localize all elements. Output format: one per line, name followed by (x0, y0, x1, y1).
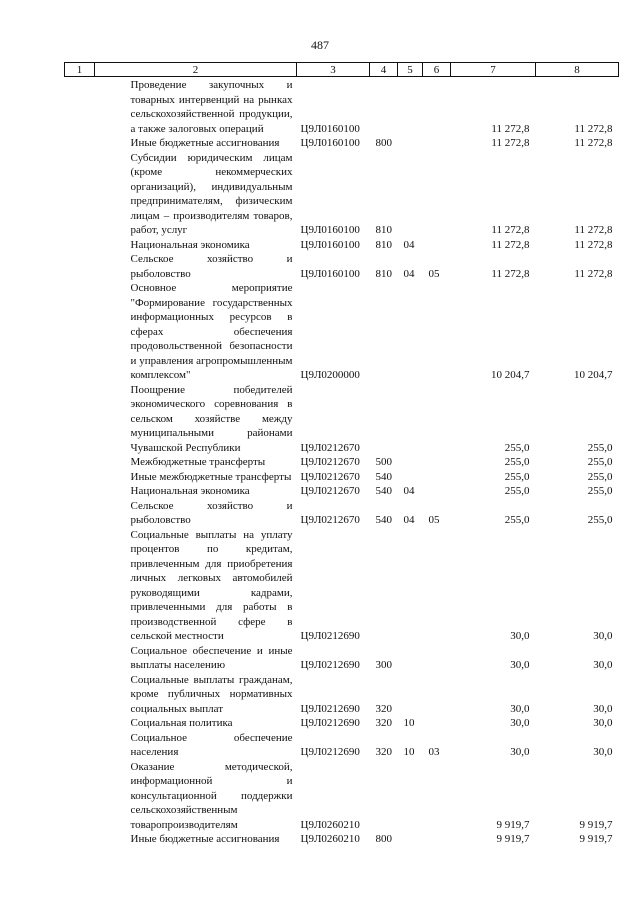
table-row (65, 499, 619, 528)
row-code: Ц9Л0212690 (300, 659, 360, 671)
row-name: Межбюджетные трансферты (130, 456, 266, 468)
row-name: Иные бюджетные ассигнования (130, 833, 280, 845)
table-row (65, 136, 619, 151)
row-amount-2: 255,0 (587, 514, 613, 526)
row-amount-1: 30,0 (510, 630, 530, 642)
table-row (65, 716, 619, 731)
page-number: 487 (311, 38, 329, 52)
row-name: Сельское хозяйство и рыболовство (130, 499, 293, 526)
table-row (65, 238, 619, 253)
row-amount-2: 255,0 (587, 441, 613, 454)
row-amount-2: 11 272,8 (574, 224, 613, 236)
row-blank-cell (65, 484, 95, 499)
row-amount-1: 255,0 (504, 470, 530, 483)
row-section (398, 383, 423, 456)
row-blank-cell (65, 832, 95, 847)
row-subsection (423, 455, 451, 470)
header-col-4: 4 (370, 63, 398, 77)
row-subsection (423, 77, 451, 137)
table-row (65, 760, 619, 833)
row-amount-1: 11 272,8 (491, 137, 530, 149)
row-section (398, 528, 423, 644)
row-amount-2: 30,0 (593, 717, 613, 729)
row-blank-cell (65, 760, 95, 833)
row-amount-2: 11 272,8 (574, 122, 613, 135)
row-section: 10 (403, 746, 415, 758)
row-blank-cell (65, 470, 95, 485)
row-expense-type: 810 (375, 238, 392, 251)
row-amount-2: 10 204,7 (574, 369, 613, 381)
row-expense-type: 810 (375, 267, 392, 280)
row-subsection (423, 383, 451, 456)
row-amount-1: 255,0 (504, 514, 530, 526)
row-code: Ц9Л0212690 (300, 630, 360, 642)
row-amount-1: 255,0 (504, 456, 530, 468)
row-name: Проведение закупочных и товарных интервенций на рынках сельскохозяйственной продукции, а также залоговых операций (130, 79, 293, 135)
row-section: 04 (403, 485, 415, 497)
row-section (398, 644, 423, 673)
table-row (65, 673, 619, 717)
row-blank-cell (65, 151, 95, 238)
row-amount-2: 30,0 (593, 702, 613, 715)
row-blank-cell (65, 238, 95, 253)
row-code: Ц9Л0200000 (300, 369, 360, 381)
table-row (65, 383, 619, 456)
row-section: 04 (403, 238, 415, 251)
row-blank-cell (65, 136, 95, 151)
row-section (398, 77, 423, 137)
row-amount-1: 9 919,7 (496, 833, 530, 845)
table-row (65, 455, 619, 470)
table-row (65, 731, 619, 760)
row-expense-type: 540 (375, 514, 392, 526)
row-blank-cell (65, 499, 95, 528)
row-name: Социальная политика (130, 717, 233, 729)
row-expense-type: 810 (375, 224, 392, 236)
row-amount-1: 10 204,7 (491, 369, 530, 381)
row-name: Основное мероприятие "Формирование государственных информационных ресурсов в сферах обеспечения продовольственной безопасности и управления агропромышленным комплексом" (130, 282, 293, 381)
table-body (65, 77, 619, 847)
row-expense-type: 800 (375, 833, 392, 845)
row-blank-cell (65, 716, 95, 731)
row-amount-1: 11 272,8 (491, 267, 530, 280)
row-expense-type: 540 (375, 470, 392, 483)
row-subsection (423, 760, 451, 833)
row-code: Ц9Л0160100 (300, 137, 360, 149)
row-section (398, 151, 423, 238)
row-blank-cell (65, 77, 95, 137)
row-amount-1: 30,0 (510, 659, 530, 671)
row-amount-2: 255,0 (587, 456, 613, 468)
row-subsection (423, 484, 451, 499)
row-code: Ц9Л0212670 (300, 485, 360, 497)
row-section (398, 455, 423, 470)
row-amount-2: 30,0 (593, 746, 613, 758)
row-name: Иные бюджетные ассигнования (130, 137, 280, 149)
row-blank-cell (65, 252, 95, 281)
header-col-2: 2 (95, 63, 297, 77)
table-row (65, 644, 619, 673)
row-section: 10 (403, 717, 415, 729)
row-amount-2: 30,0 (593, 659, 613, 671)
row-code: Ц9Л0260210 (300, 833, 360, 845)
table-row (65, 77, 619, 137)
row-amount-2: 30,0 (593, 630, 613, 642)
budget-table (64, 62, 619, 847)
row-section (398, 470, 423, 485)
header-col-1: 1 (65, 63, 95, 77)
row-subsection (423, 644, 451, 673)
row-name: Иные межбюджетные трансферты (130, 470, 292, 483)
row-amount-1: 11 272,8 (491, 122, 530, 135)
row-blank-cell (65, 644, 95, 673)
row-amount-2: 11 272,8 (574, 267, 613, 280)
table-row (65, 151, 619, 238)
row-subsection (423, 281, 451, 383)
row-code: Ц9Л0212670 (300, 470, 360, 483)
row-expense-type: 320 (375, 717, 392, 729)
row-blank-cell (65, 383, 95, 456)
table-row (65, 528, 619, 644)
row-amount-2: 11 272,8 (574, 238, 613, 251)
row-code: Ц9Л0160100 (300, 224, 360, 236)
row-blank-cell (65, 281, 95, 383)
table-row (65, 484, 619, 499)
row-code: Ц9Л0212690 (300, 702, 360, 715)
row-amount-1: 11 272,8 (491, 238, 530, 251)
header-col-6: 6 (423, 63, 451, 77)
row-subsection (423, 470, 451, 485)
row-expense-type (370, 281, 398, 383)
row-code: Ц9Л0212690 (300, 746, 360, 758)
header-col-5: 5 (398, 63, 423, 77)
row-amount-1: 255,0 (504, 441, 530, 454)
row-subsection: 05 (428, 514, 440, 526)
row-subsection (423, 151, 451, 238)
row-subsection (423, 136, 451, 151)
row-blank-cell (65, 673, 95, 717)
row-section (398, 281, 423, 383)
row-subsection (423, 832, 451, 847)
row-expense-type (370, 760, 398, 833)
row-expense-type: 540 (375, 485, 392, 497)
row-amount-2: 255,0 (587, 485, 613, 497)
row-subsection (423, 673, 451, 717)
row-expense-type (370, 77, 398, 137)
row-expense-type (370, 528, 398, 644)
row-subsection (423, 716, 451, 731)
row-expense-type: 800 (375, 137, 392, 149)
row-name: Поощрение победителей экономического соревнования в сельском хозяйстве между муниципальными районами Чувашской Республики (130, 383, 293, 454)
row-code: Ц9Л0160100 (300, 122, 360, 135)
row-name: Социальные выплаты гражданам, кроме публичных нормативных социальных выплат (130, 673, 293, 715)
row-section (398, 832, 423, 847)
row-name: Сельское хозяйство и рыболовство (130, 253, 293, 280)
row-name: Субсидии юридическим лицам (кроме некоммерческих организаций), индивидуальным предпринимателям, физическим лицам – производителям товаров, работ, услуг (130, 151, 293, 236)
row-section (398, 136, 423, 151)
row-subsection (423, 528, 451, 644)
row-section: 04 (403, 267, 415, 280)
row-amount-1: 30,0 (510, 746, 530, 758)
row-expense-type: 320 (375, 702, 392, 715)
row-amount-1: 255,0 (504, 485, 530, 497)
row-code: Ц9Л0212670 (300, 441, 360, 454)
row-code: Ц9Л0260210 (300, 818, 360, 831)
row-expense-type: 500 (375, 456, 392, 468)
row-name: Социальное обеспечение и иные выплаты населению (130, 644, 293, 671)
table-row (65, 832, 619, 847)
row-name: Социальное обеспечение населения (130, 731, 293, 758)
row-blank-cell (65, 455, 95, 470)
row-amount-1: 9 919,7 (496, 818, 530, 831)
row-amount-2: 255,0 (587, 470, 613, 483)
header-col-8: 8 (536, 63, 619, 77)
row-amount-1: 11 272,8 (491, 224, 530, 236)
row-code: Ц9Л0212690 (300, 717, 360, 729)
row-blank-cell (65, 528, 95, 644)
row-name: Национальная экономика (130, 238, 250, 251)
row-subsection: 03 (428, 746, 440, 758)
table-row (65, 252, 619, 281)
row-name: Национальная экономика (130, 485, 250, 497)
row-name: Оказание методической, информационной и консультационной поддержки сельскохозяйственным товаропроизводителям (130, 760, 293, 831)
row-code: Ц9Л0160100 (300, 238, 360, 251)
row-name: Социальные выплаты на уплату процентов по кредитам, привлеченным для приобретения личных легковых автомобилей руководящими кадрами, привлеченными для работы в производственной сфере в сельской местности (130, 528, 293, 642)
row-amount-2: 9 919,7 (579, 833, 613, 845)
row-section (398, 673, 423, 717)
row-code: Ц9Л0212670 (300, 514, 360, 526)
row-subsection: 05 (428, 267, 440, 280)
header-col-7: 7 (451, 63, 536, 77)
row-amount-1: 30,0 (510, 717, 530, 729)
header-row (65, 63, 619, 77)
table-row (65, 281, 619, 383)
row-amount-2: 11 272,8 (574, 137, 613, 149)
row-expense-type: 300 (375, 659, 392, 671)
row-blank-cell (65, 731, 95, 760)
row-expense-type: 320 (375, 746, 392, 758)
row-section (398, 760, 423, 833)
row-expense-type (370, 383, 398, 456)
row-subsection (423, 238, 451, 253)
row-amount-2: 9 919,7 (579, 818, 613, 831)
row-amount-1: 30,0 (510, 702, 530, 715)
table-row (65, 470, 619, 485)
row-code: Ц9Л0212670 (300, 456, 360, 468)
row-section: 04 (403, 514, 415, 526)
row-code: Ц9Л0160100 (300, 267, 360, 280)
header-col-3: 3 (297, 63, 370, 77)
